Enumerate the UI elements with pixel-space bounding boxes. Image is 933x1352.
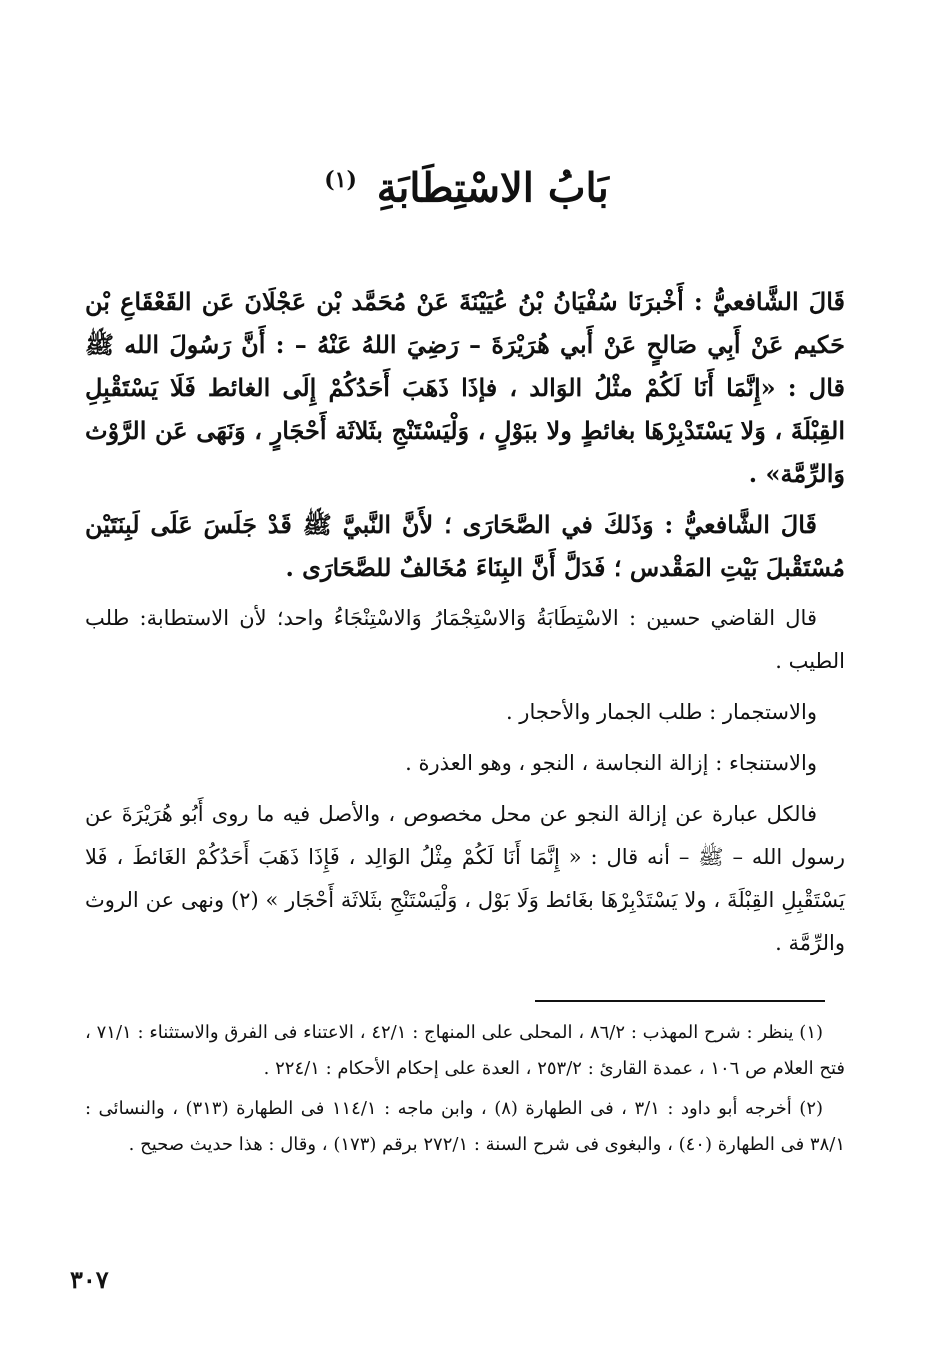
footnote-1: (١) ينظر : شرح المهذب : ٨٦/٢ ، المحلى على المنهاج : ٤٢/١ ، الاعتناء فى الفرق والاستثناء : ٧١/١ ، فتح العلام ص ١٠٦ ، عمدة القارئ : ٢٥٣/٢ ، العدة على إحكام الأحكام : ٢٢٤/١ . <box>85 1022 845 1079</box>
paragraph-asl-hadith: فالكل عبارة عن إزالة النجو عن محل مخصوص ، والأصل فيه ما روى أَبُو هُرَيْرَةَ عن رسول الله – ﷺ – أنه قال : « إِنَّمَا أَنَا لَكُمْ مِثْلُ الوَالِد ، فَإِذَا ذَهَبَ أَحَدُكُمْ الغَائطَ ، فَلا يَسْتَقْبِلِ القِبْلَةَ ، ولا يَسْتَدْبِرْهَا بغَائط وَلَا بَوْل ، وَلْيَسْتَنْجِ بثَلاثَة أَحْجَار » (٢) ونهى عن الروث والرِّمَّة . <box>85 802 845 955</box>
title-footnote-ref: (١) <box>324 167 357 193</box>
paragraph-istijmar-definition: والاستجمار : طلب الجمار والأحجار . <box>505 700 817 724</box>
paragraph-qadi-husayn: قال القاضي حسين : الاسْتِطَابَةُ وَالاسْتِجْمَارُ وَالاسْتِنْجَاءُ واحد؛ لأن الاستطابة: طلب الطيب . <box>85 606 845 673</box>
page-number: ٣٠٧ <box>70 1265 109 1294</box>
main-text <box>85 280 845 973</box>
chapter-title-text: بَابُ الاسْتِطَابَةِ <box>376 164 609 212</box>
footnote-separator <box>535 1000 825 1002</box>
footnotes <box>85 1015 845 1167</box>
paragraph-hadith-1: قَالَ الشَّافعيُّ : أَخْبرَنَا سُفْيَانُ بْنُ عُيَيْنَةَ عَنْ مُحَمَّد بْن عَجْلَانَ عَن القَعْقَاعِ بْن حَكيم عَنْ أَبِي صَالحٍ عَنْ أَبي هُرَيْرَةَ – رَضِيَ اللهُ عَنْهُ – : أَنَّ رَسُولَ الله ﷺ قال : «إِنَّمَا أَنَا لَكُمْ مثْلُ الوَالد ، فإذَا ذَهَبَ أَحَدُكُمْ إِلَى الغائط فَلَا يَسْتَقْبِلِ القِبْلَةَ ، وَلا يَسْتَدْبِرْهَا بغائطٍ ولا ببَوْلٍ ، وَلْيَسْتَنْجِ بثَلاثَة أَحْجَارٍ ، وَنَهَى عَن الرَّوْث وَالرِّمَّة» . <box>85 287 845 488</box>
paragraph-shafii-comment: قَالَ الشَّافعيُّ : وَذَلكَ في الصَّحَارَى ؛ لأَنَّ النَّبيَّ ﷺ قَدْ جَلَسَ عَلَى لَبِنَتَيْن مُسْتَقْبلَ بَيْتِ المَقْدس ؛ فَدَلَّ أَنَّ البِنَاءَ مُخَالفٌ للصَّحَارَى . <box>85 510 845 582</box>
paragraph-istinja-definition: والاستنجاء : إزالة النجاسة ، النجو ، وهو العذرة . <box>405 751 817 775</box>
chapter-title <box>0 150 933 218</box>
footnote-2: (٢) أخرجه أبو داود : ٣/١ ، فى الطهارة (٨) ، وابن ماجه : ١١٤/١ فى الطهارة (٣١٣) ، والنسائى : ٣٨/١ فى الطهارة (٤٠) ، والبغوى فى شرح السنة : ٢٧٢/١ برقم (١٧٣) ، وقال : هذا حديث صحيح . <box>85 1098 845 1155</box>
